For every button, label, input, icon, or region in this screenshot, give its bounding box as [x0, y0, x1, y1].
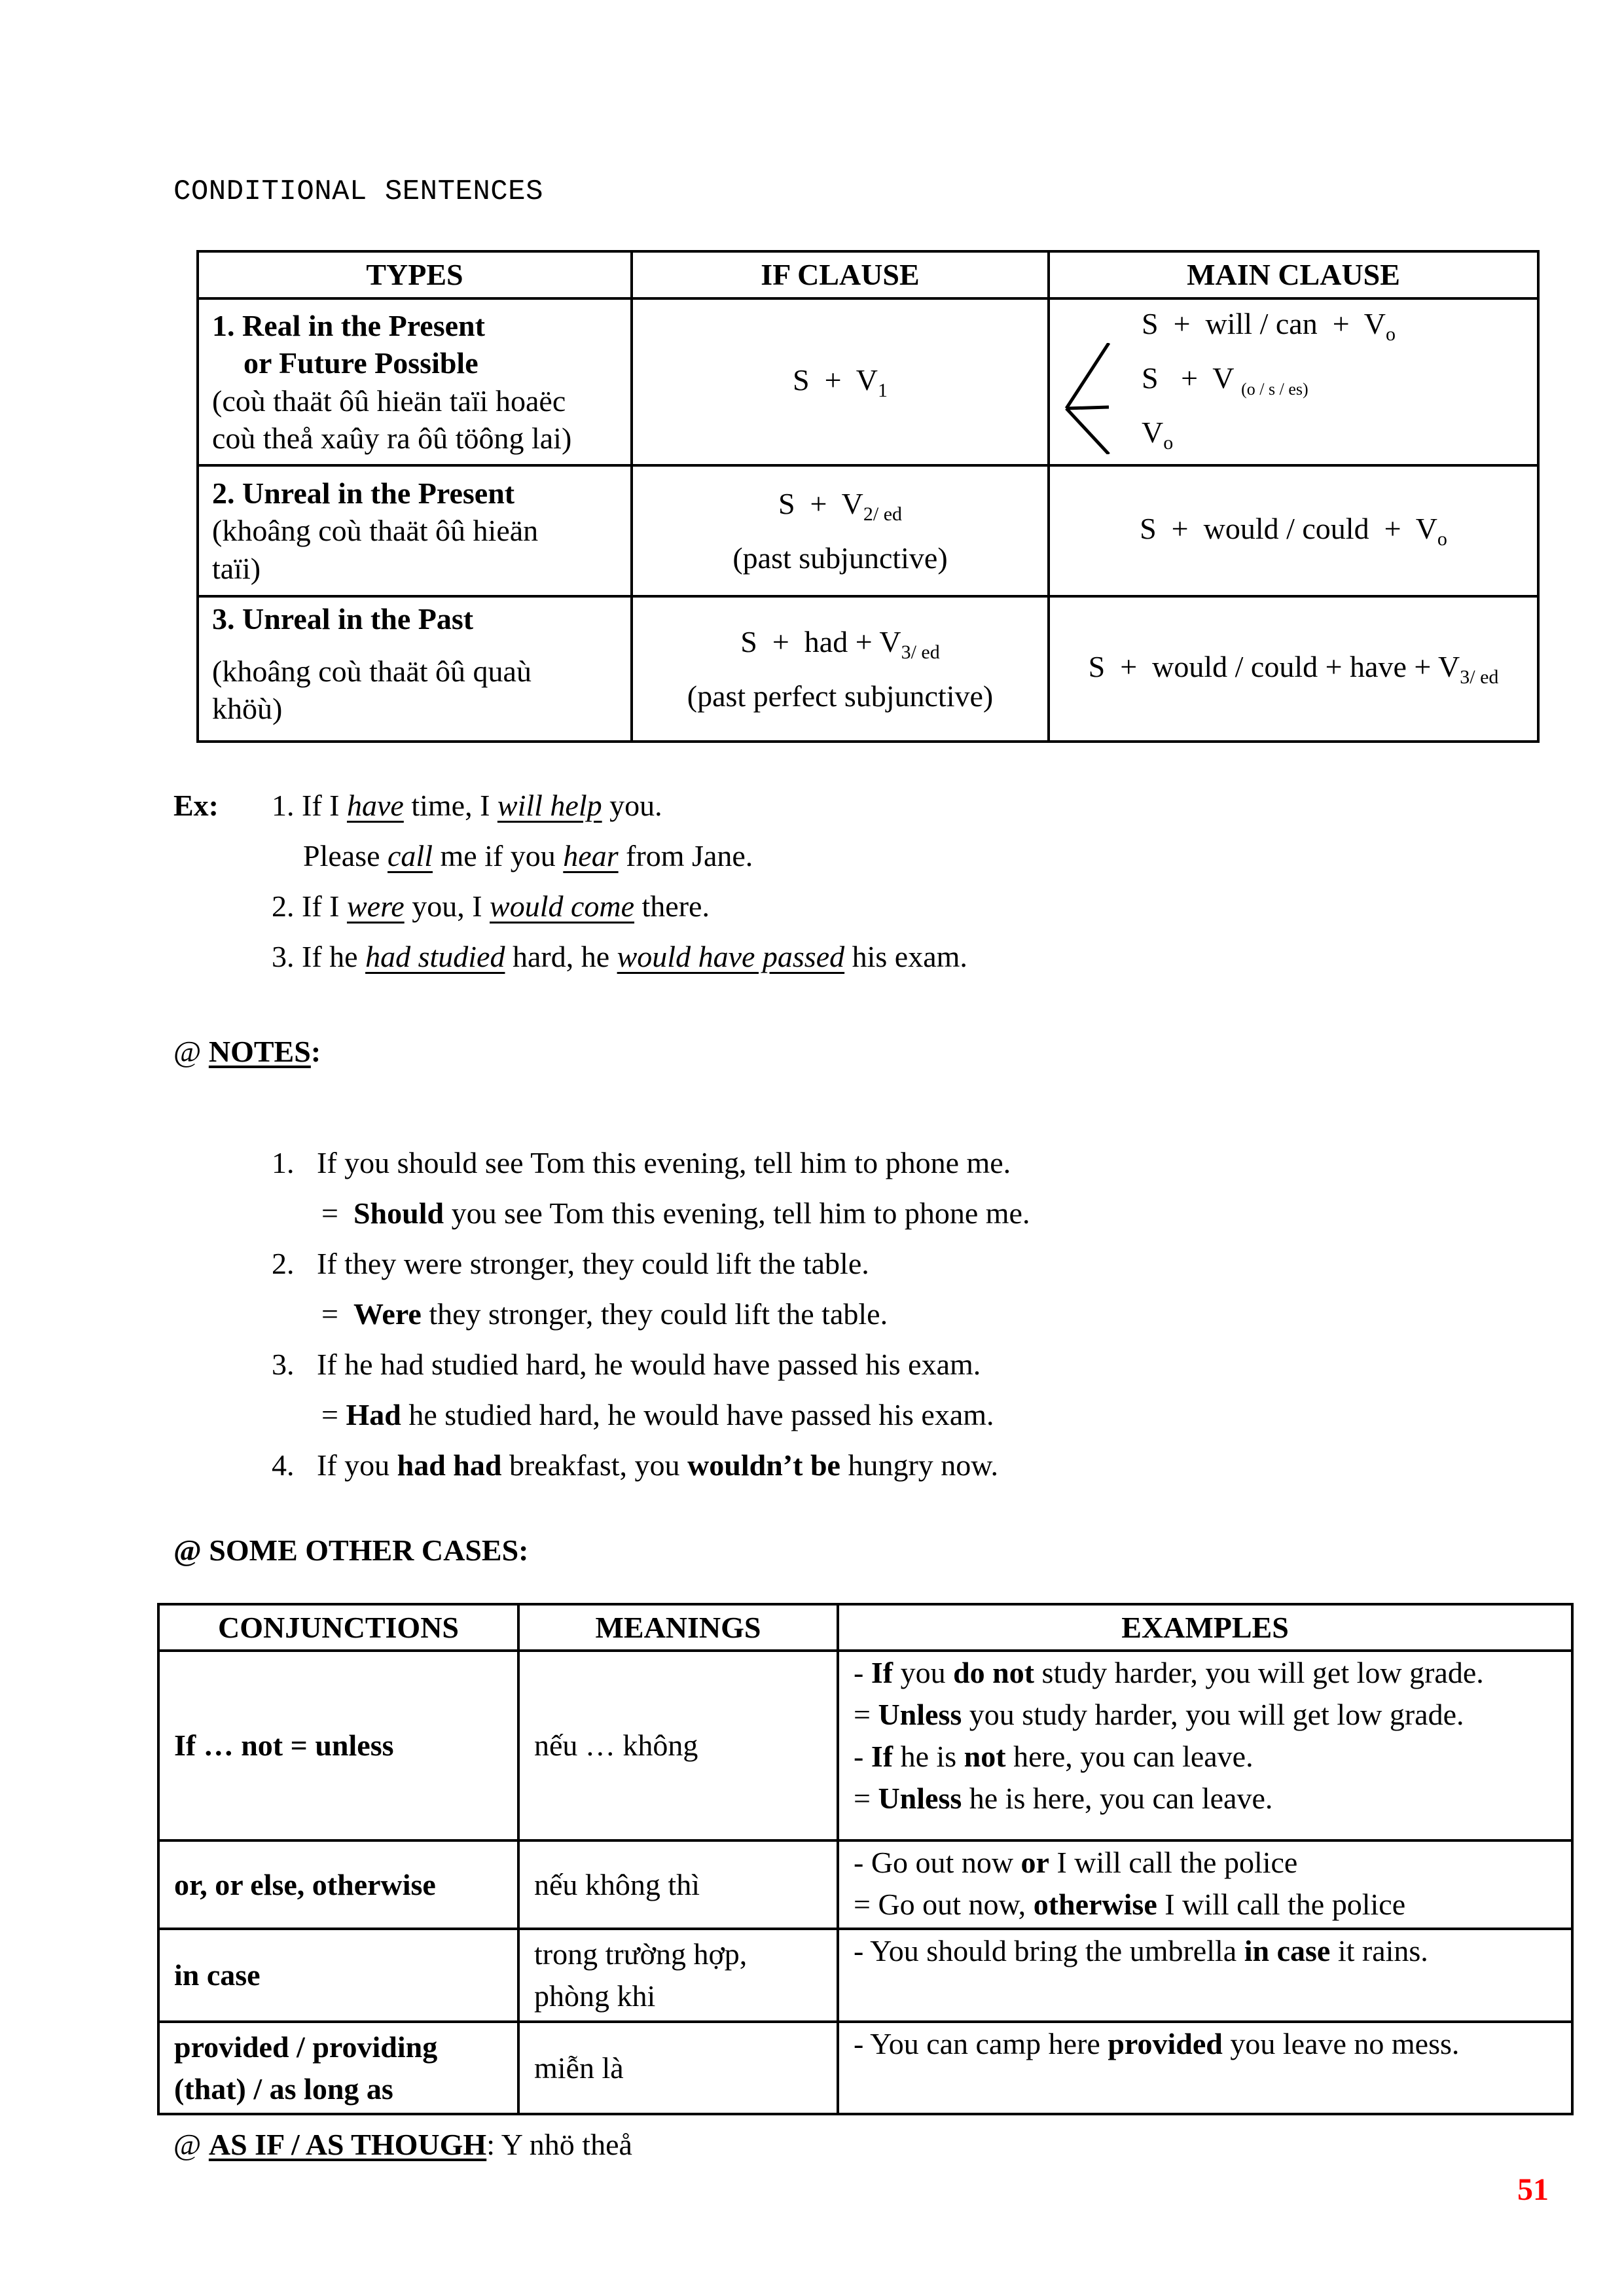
table-row [158, 1840, 1572, 1929]
example-sentence [854, 1778, 1557, 1820]
type-title: 3. Unreal in the Past [212, 602, 474, 636]
text-run: it rains. [1330, 1934, 1428, 1967]
if-clause-cell [632, 298, 1049, 465]
bold-keyword: Had [346, 1398, 401, 1431]
text-run: 3. If he had studied hard, he would have passed his exam. [272, 1348, 981, 1381]
underlined-verb: would have passed [617, 940, 845, 973]
text-run: study harder, you will get low grade. [1034, 1656, 1484, 1689]
table-row [198, 298, 1538, 465]
type-title: 1. Real in the Present [212, 308, 485, 342]
underlined-verb: would come [490, 889, 635, 923]
main-formula: $V_o$ [1142, 415, 1174, 454]
text-run: = [854, 1782, 878, 1815]
text-run: 1. If I [272, 789, 347, 822]
example-sentence [854, 1736, 1557, 1778]
text-run: he is here, you can leave. [962, 1782, 1273, 1815]
bold-keyword: not [964, 1740, 1006, 1773]
main-clause-cell [1049, 596, 1538, 742]
examples-cell [838, 1929, 1572, 2022]
table-row [198, 465, 1538, 596]
header-examples: EXAMPLES [838, 1604, 1572, 1651]
text-run: hard, he [505, 940, 617, 973]
text-run: - [854, 1656, 871, 1689]
text-run: Please [303, 839, 388, 872]
underlined-verb: were [346, 889, 405, 923]
type-cell [198, 596, 632, 742]
other-cases-table [157, 1603, 1574, 2115]
meaning-cell [518, 1651, 838, 1840]
branch-bracket-icon [1063, 343, 1122, 454]
text-run: time, I [403, 789, 497, 822]
underlined-verb: hear [563, 839, 619, 872]
table-row [158, 1651, 1572, 1840]
text-run: - You should bring the umbrella [854, 1934, 1244, 1967]
note-line [272, 1238, 1030, 1289]
text-run: hungry now. [840, 1448, 999, 1482]
bold-keyword: in case [1244, 1934, 1331, 1967]
conditional-types-table [196, 250, 1540, 743]
other-cases-heading: @ SOME OTHER CASES: [173, 1534, 529, 1567]
text-run: me if you [433, 839, 564, 872]
note-line [272, 1390, 1030, 1440]
header-meanings: MEANINGS [518, 1604, 838, 1651]
bold-keyword: Unless [878, 1698, 962, 1731]
table-header-row [198, 251, 1538, 298]
examples-list [272, 780, 967, 982]
notes-heading: @ NOTES: [173, 1035, 321, 1068]
bold-keyword: Were [353, 1297, 422, 1331]
if-note: (past perfect subjunctive) [687, 679, 994, 713]
if-note: (past subjunctive) [732, 541, 948, 575]
text-run: breakfast, you [501, 1448, 688, 1482]
type-title: 2. Unreal in the Present [212, 476, 515, 510]
as-if-heading: @ AS IF / AS THOUGH: Y nhö theå [173, 2128, 632, 2161]
header-main-clause: MAIN CLAUSE [1049, 251, 1538, 298]
main-formula: S + will / can + $V_o$ [1142, 306, 1396, 345]
text-run: you see Tom this evening, tell him to phone me. [444, 1196, 1030, 1230]
conjunction-cell [158, 1840, 518, 1929]
bold-keyword: Should [353, 1196, 444, 1230]
text-run: 2. If they were stronger, they could lift the table. [272, 1247, 869, 1280]
text-run: you leave no mess. [1222, 2027, 1460, 2060]
type-description: coù theå xaûy ra ôû töông lai) [212, 422, 572, 455]
text-run: = [321, 1196, 353, 1230]
table-row [158, 1929, 1572, 2022]
examples-cell [838, 2022, 1572, 2114]
conjunction-text: in case [174, 1958, 261, 1992]
page-title: CONDITIONAL SENTENCES [173, 175, 543, 208]
conjunction-text: provided / providing [174, 2030, 438, 2064]
main-formula: S + V $_{(o / s / es)}$ [1142, 361, 1308, 399]
text-run: from Jane. [618, 839, 753, 872]
meaning-text: nếu không thì [534, 1867, 700, 1901]
bold-keyword: otherwise [1033, 1888, 1157, 1921]
example-line [272, 780, 967, 831]
text-run: you. [602, 789, 662, 822]
text-run: - You can camp here [854, 2027, 1108, 2060]
if-formula: S + had + $V_{3/ ed}$ [740, 624, 940, 663]
note-line [272, 1440, 1030, 1490]
text-run: - [854, 1740, 871, 1773]
main-formula: S + would / could + $V_o$ [1140, 512, 1447, 550]
header-conjunctions: CONJUNCTIONS [158, 1604, 518, 1651]
text-run: he is [893, 1740, 964, 1773]
if-clause-cell [632, 596, 1049, 742]
main-clause-cell [1049, 298, 1538, 465]
header-if-clause: IF CLAUSE [632, 251, 1049, 298]
meaning-text: nếu … không [534, 1729, 698, 1762]
examples-cell [838, 1651, 1572, 1840]
table-row [158, 2022, 1572, 2114]
example-sentence [854, 2023, 1557, 2065]
example-line [272, 831, 967, 881]
meaning-text: phòng khi [534, 1979, 656, 2013]
examples-cell [838, 1840, 1572, 1929]
header-types: TYPES [198, 251, 632, 298]
type-description: (khoâng coù thaät ôû hieän [212, 514, 539, 548]
text-run: you, I [404, 889, 490, 923]
underlined-verb: will help [497, 789, 602, 822]
example-line [272, 931, 967, 982]
meaning-cell [518, 1840, 838, 1929]
underlined-verb: had studied [365, 940, 505, 973]
text-run: = [854, 1698, 878, 1731]
bold-keyword: If [871, 1656, 893, 1689]
main-clause-branches [1050, 304, 1537, 461]
note-line [272, 1339, 1030, 1390]
conjunction-text: (that) / as long as [174, 2072, 393, 2106]
type-cell [198, 298, 632, 465]
example-line [272, 881, 967, 931]
text-run: - Go out now [854, 1846, 1021, 1879]
text-run: here, you can leave. [1005, 1740, 1254, 1773]
bold-keyword: Unless [878, 1782, 962, 1815]
notes-list [272, 1138, 1030, 1490]
bold-keyword: If [871, 1740, 893, 1773]
example-sentence [854, 1884, 1557, 1926]
text-run: = [321, 1297, 353, 1331]
conjunction-cell [158, 1651, 518, 1840]
conjunction-cell [158, 2022, 518, 2114]
meaning-cell [518, 2022, 838, 2114]
note-line [272, 1289, 1030, 1339]
table-row [198, 596, 1538, 742]
type-title: or Future Possible [244, 346, 478, 380]
example-sentence [854, 1652, 1557, 1694]
if-formula: $S + V_{2/ ed}$ [778, 486, 903, 525]
text-run: I will call the police [1157, 1888, 1406, 1921]
text-run: 1. If you should see Tom this evening, tell him to phone me. [272, 1146, 1011, 1179]
conjunction-cell [158, 1929, 518, 2022]
conjunction-text: If … not = unless [174, 1729, 394, 1762]
example-sentence [854, 1694, 1557, 1736]
text-run: 4. If you [272, 1448, 397, 1482]
type-description: (khoâng coù thaät ôû quaù [212, 654, 532, 688]
type-description: (coù thaät ôû hieän taïi hoaëc [212, 384, 566, 418]
page-number: 51 [1517, 2172, 1549, 2207]
bold-keyword: had had [397, 1448, 502, 1482]
text-run: his exam. [844, 940, 967, 973]
text-run: they stronger, they could lift the table. [421, 1297, 888, 1331]
meaning-text: miễn là [534, 2051, 624, 2085]
text-run: 2. If I [272, 889, 347, 923]
if-clause-cell [632, 465, 1049, 596]
text-run: 3. If he [272, 940, 366, 973]
text-run: = [321, 1398, 346, 1431]
text-run: = Go out now, [854, 1888, 1034, 1921]
bold-keyword: provided [1108, 2027, 1223, 2060]
examples-label-bold: Ex: [173, 789, 219, 822]
meaning-cell [518, 1929, 838, 2022]
note-line [272, 1138, 1030, 1188]
if-formula: $S + V_1$ [793, 363, 888, 401]
underlined-verb: call [388, 839, 433, 872]
underlined-verb: have [346, 789, 404, 822]
bold-keyword: wouldn’t be [687, 1448, 840, 1482]
text-run: you [893, 1656, 954, 1689]
note-line [272, 1188, 1030, 1238]
table-header-row [158, 1604, 1572, 1651]
text-run: there. [634, 889, 710, 923]
conjunction-text: or, or else, otherwise [174, 1867, 436, 1901]
text-run: he studied hard, he would have passed his exam. [401, 1398, 994, 1431]
bold-keyword: or [1020, 1846, 1049, 1879]
example-sentence [854, 1842, 1557, 1884]
type-cell [198, 465, 632, 596]
bold-keyword: do not [953, 1656, 1035, 1689]
meaning-text: trong trường hợp, [534, 1937, 748, 1971]
text-run: you study harder, you will get low grade. [962, 1698, 1464, 1731]
main-formula: S + would / could + have + $V_{3/ ed}$ [1088, 650, 1499, 689]
type-description: khöù) [212, 692, 283, 725]
text-run: I will call the police [1049, 1846, 1298, 1879]
main-clause-cell [1049, 465, 1538, 596]
type-description: taïi) [212, 551, 261, 585]
example-sentence [854, 1930, 1557, 1972]
